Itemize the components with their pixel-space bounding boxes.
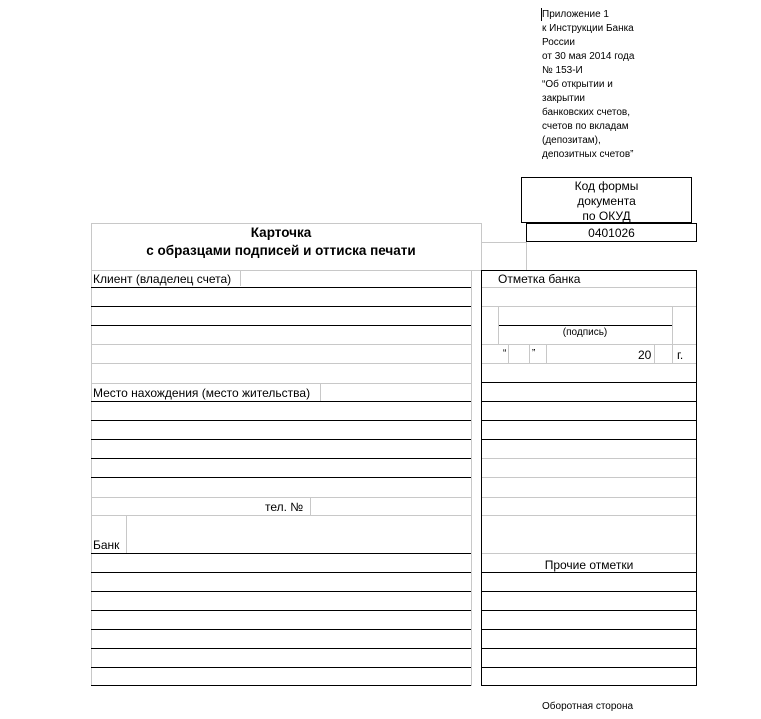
grid-line [482, 287, 696, 288]
reverse-side-label: Оборотная сторона [542, 701, 634, 712]
grid-line [481, 242, 526, 243]
bank-field-line[interactable] [91, 610, 471, 611]
grid-line [91, 270, 481, 271]
appendix-line: № 153-И [542, 65, 583, 76]
client-field-line[interactable] [91, 306, 471, 307]
other-marks-line[interactable] [482, 629, 696, 630]
grid-line [508, 344, 509, 363]
grid-line [546, 344, 547, 363]
grid-line [672, 344, 673, 363]
appendix-note [542, 8, 634, 162]
right-section-border [481, 270, 482, 686]
appendix-line: депозитных счетов” [542, 149, 634, 160]
client-field-line[interactable] [91, 287, 471, 288]
bank-mark-line[interactable] [482, 420, 696, 421]
right-section-border [481, 270, 697, 271]
other-marks-label: Прочие отметки [544, 558, 634, 572]
bank-field-line[interactable] [91, 648, 471, 649]
address-field-line[interactable] [91, 439, 471, 440]
client-label: Клиент (владелец счета) [93, 272, 232, 286]
bank-field-line[interactable] [91, 629, 471, 630]
grid-line [529, 344, 530, 363]
bank-field-line[interactable] [91, 591, 471, 592]
form-code-header-line: Код формы [574, 179, 639, 193]
card-title [91, 224, 471, 260]
card-title-line2: с образцами подписей и оттиска печати [146, 243, 416, 258]
grid-line [654, 344, 655, 363]
appendix-line: (депозитам), [542, 135, 601, 146]
address-field-line[interactable] [91, 477, 471, 478]
address-label: Место нахождения (место жительства) [93, 386, 311, 400]
grid-line [126, 515, 127, 553]
card-title-line1: Карточка [250, 225, 312, 240]
bank-mark-line[interactable] [482, 382, 696, 383]
grid-line [672, 306, 673, 344]
bank-field-line[interactable] [91, 553, 471, 554]
bank-label: Банк [93, 538, 120, 552]
address-field-line[interactable] [91, 458, 471, 459]
grid-line [471, 270, 472, 686]
grid-line [310, 497, 311, 515]
grid-line [240, 270, 241, 286]
grid-line [482, 497, 696, 498]
grid-line [91, 344, 471, 345]
text-cursor [541, 8, 542, 21]
bank-field-line[interactable] [91, 685, 471, 686]
appendix-line: России [542, 37, 575, 48]
appendix-line: счетов по вкладам [542, 121, 629, 132]
grid-line [91, 497, 471, 498]
grid-line [482, 306, 696, 307]
date-year-suffix: г. [677, 348, 684, 362]
appendix-line: “Об открытии и [542, 79, 613, 90]
other-marks-line[interactable] [482, 667, 696, 668]
date-quote-open: “ [503, 348, 507, 359]
form-code-header-line: по ОКУД [582, 209, 631, 223]
other-marks-line[interactable] [482, 685, 697, 686]
other-marks-line[interactable] [482, 591, 696, 592]
grid-line [91, 363, 471, 364]
right-section-border [696, 270, 697, 686]
bank-mark-line[interactable] [482, 439, 696, 440]
appendix-line: Приложение 1 [542, 9, 609, 20]
grid-line [482, 515, 696, 516]
other-marks-line[interactable] [482, 610, 696, 611]
address-field-line[interactable] [91, 401, 471, 402]
grid-line [482, 344, 696, 345]
grid-line [91, 515, 471, 516]
form-code-header-line: документа [577, 194, 636, 208]
bank-mark-label: Отметка банка [498, 272, 581, 286]
grid-line [482, 458, 696, 459]
phone-label: тел. № [265, 500, 304, 514]
grid-line [91, 383, 471, 384]
bank-field-line[interactable] [91, 667, 471, 668]
bank-mark-line[interactable] [482, 401, 696, 402]
appendix-line: банковских счетов, [542, 107, 631, 118]
bank-field-line[interactable] [91, 572, 471, 573]
form-code-value: 0401026 [588, 226, 635, 240]
grid-line [482, 553, 696, 554]
grid-line [482, 477, 696, 478]
grid-line [320, 383, 321, 401]
date-quote-close: ” [532, 348, 536, 359]
other-marks-line[interactable] [482, 648, 696, 649]
form-code-header-box [521, 177, 692, 223]
form-code-value-cell[interactable] [526, 223, 697, 242]
grid-line [481, 223, 482, 270]
grid-line [482, 363, 696, 364]
appendix-line: закрытии [542, 93, 586, 104]
grid-line [526, 242, 527, 270]
client-field-line[interactable] [91, 325, 471, 326]
grid-line [91, 223, 92, 685]
appendix-line: от 30 мая 2014 года [542, 51, 635, 62]
other-marks-line[interactable] [482, 572, 696, 573]
appendix-line: к Инструкции Банка [542, 23, 634, 34]
date-year-prefix: 20 [638, 348, 652, 362]
signature-caption: (подпись) [562, 327, 608, 338]
address-field-line[interactable] [91, 420, 471, 421]
